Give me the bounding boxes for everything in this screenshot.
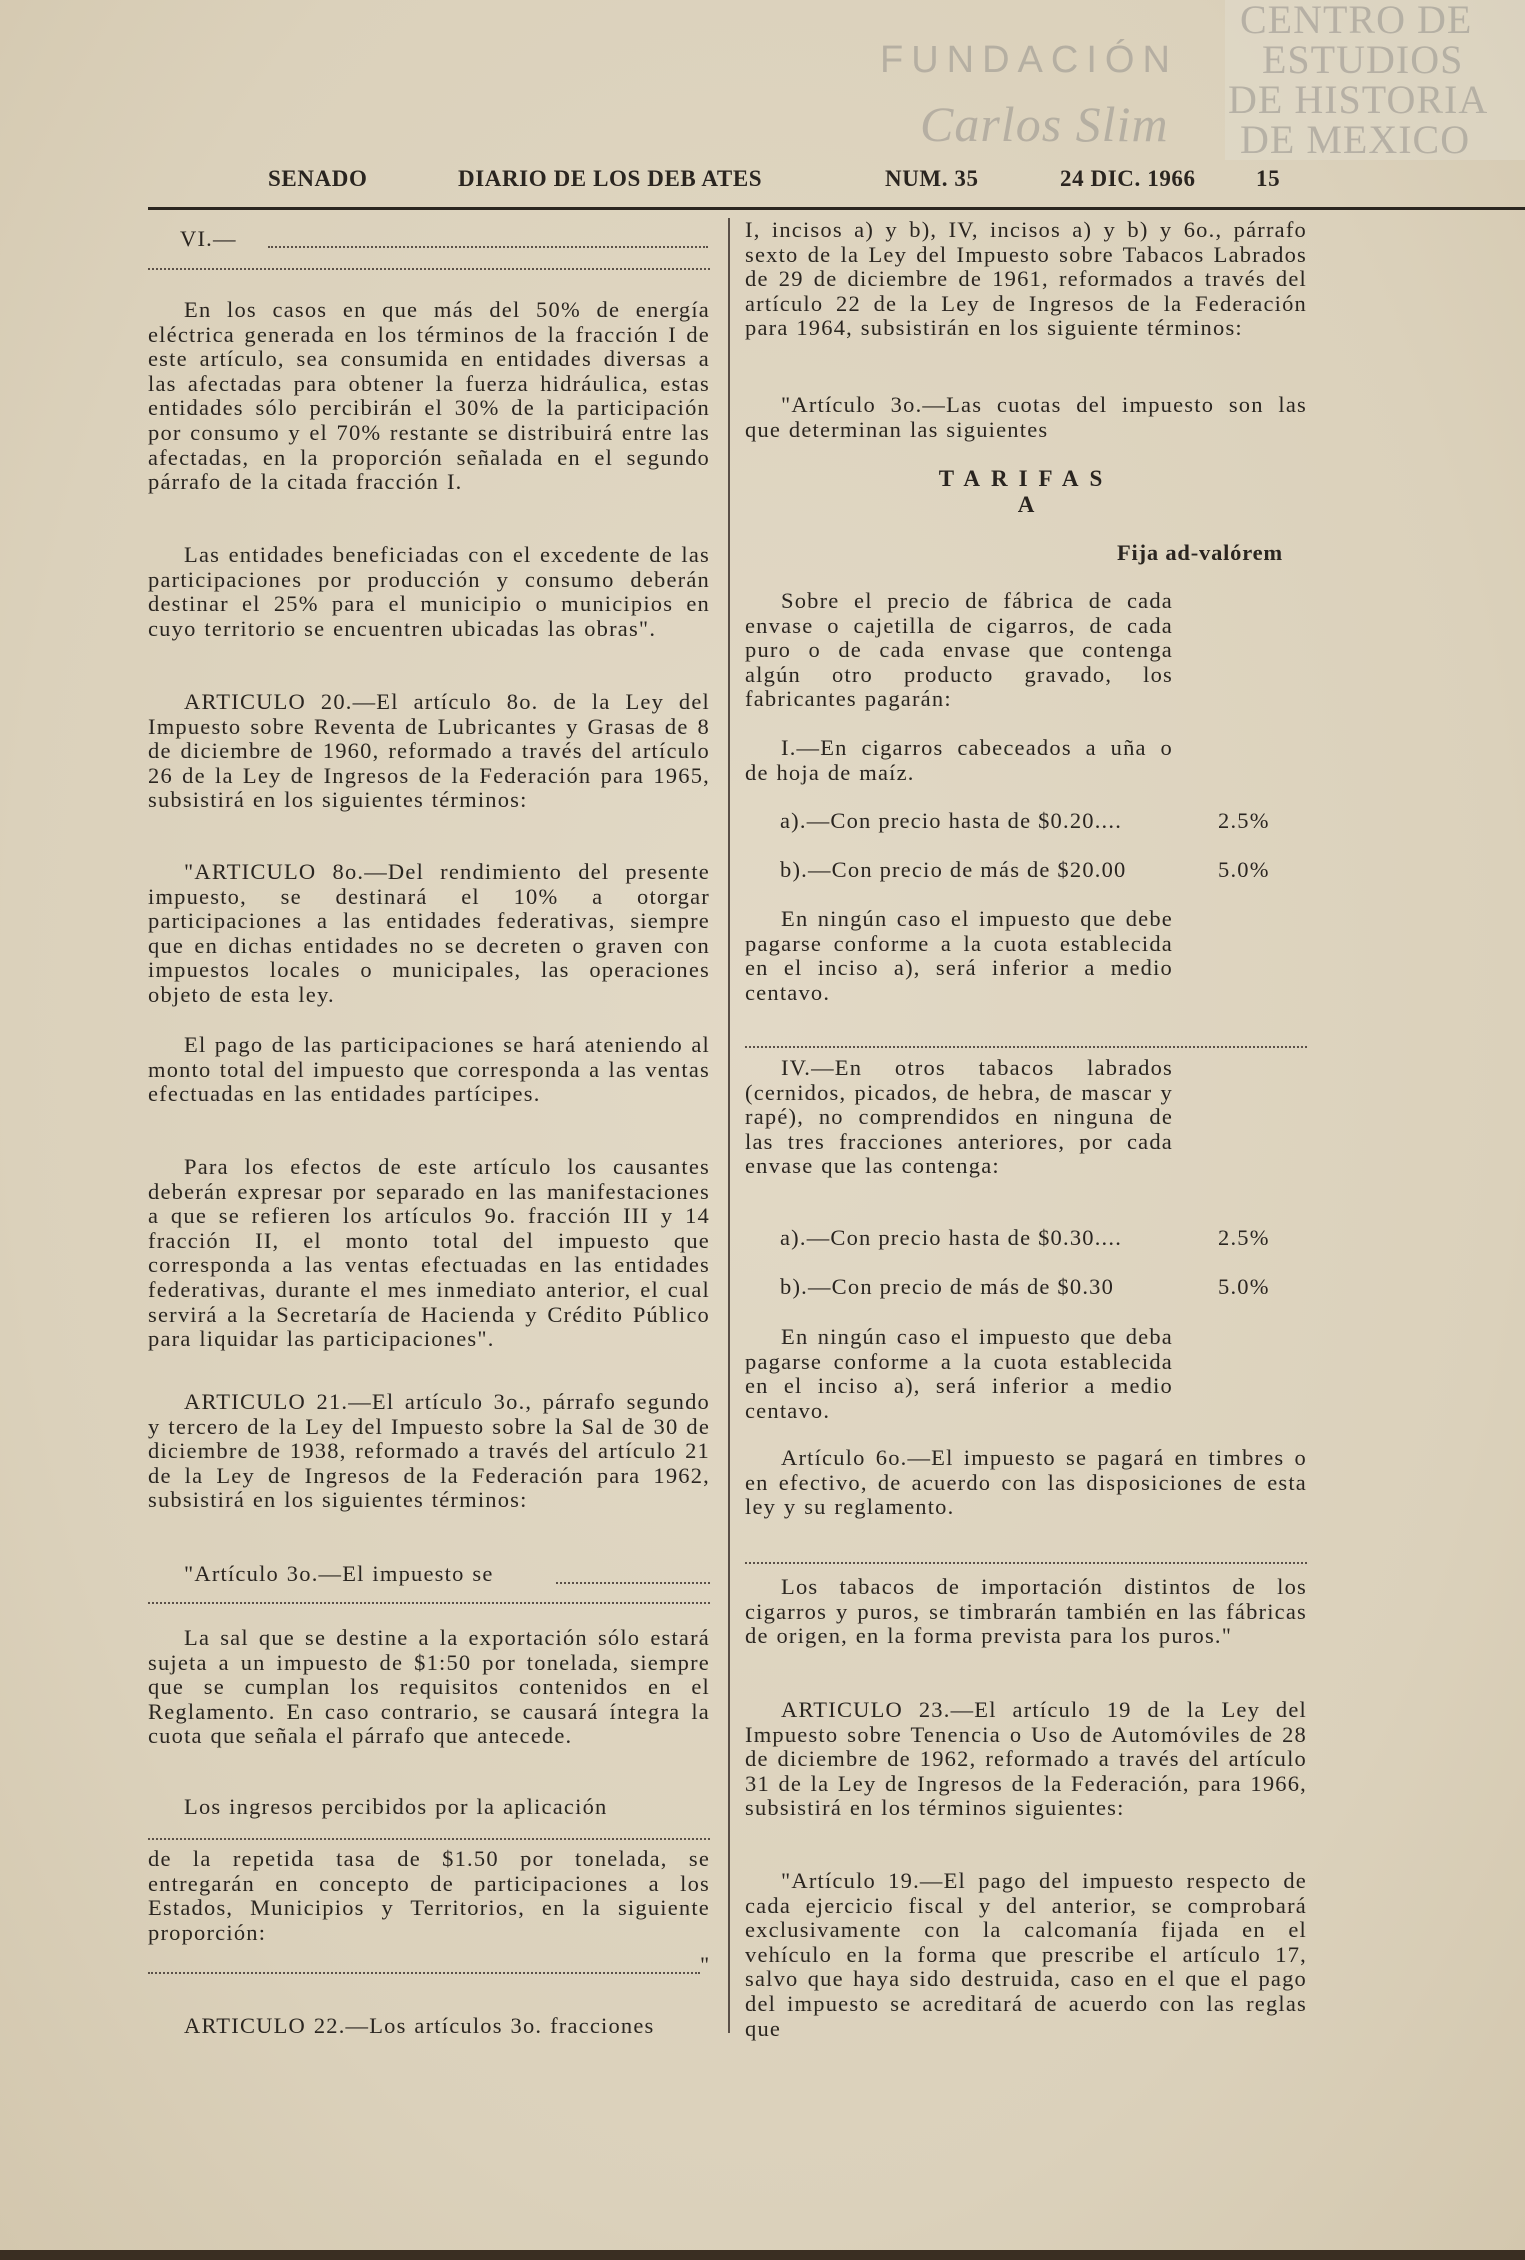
header-rule (148, 207, 1525, 210)
paragraph: Los tabacos de importación distintos de los cigarros y puros, se timbrarán también en las fábricas de origen, en la forma prevista para los puros." (745, 1574, 1307, 1649)
watermark-signature: Carlos Slim (920, 96, 1169, 152)
paragraph: El pago de las participaciones se hará ateniendo al monto total del impuesto que corresponda a las ventas efectuadas en las entidades partícipes. (148, 1032, 710, 1107)
watermark-line: DE HISTORIA (1228, 77, 1489, 122)
paragraph: En los casos en que más del 50% de energía eléctrica generada en los términos de la fracción I de este artículo, sea consumida en entidades diversas a las afectadas para obtener la fuerza hidráulica, estas entidades sólo percibirán el 30% de la participación por consumo y el 70% restante se distribuirá entre las afectadas, en la proporción señalada en el segundo párrafo de la citada fracción I. (148, 297, 710, 495)
section-vi-label: VI.— (180, 226, 237, 251)
rate-row-label: b).—Con precio de más de $20.00 (780, 857, 1127, 882)
ellipsis-line (745, 1562, 1307, 1564)
paragraph: de la repetida tasa de $1.50 por tonelada, se entregarán en concepto de participaciones a los Estados, Municipios y Territorios, en la siguiente proporción: (148, 1846, 710, 1945)
watermark-line: CENTRO DE (1240, 0, 1473, 42)
paragraph: Sobre el precio de fábrica de cada envase o cajetilla de cigarros, de cada puro o de cada envase que contenga algún otro producto gravado, los fabricantes pagarán: (745, 588, 1173, 712)
paragraph: En ningún caso el impuesto que debe pagarse conforme a la cuota establecida en el inciso a), será inferior a medio centavo. (745, 906, 1173, 1005)
paragraph: La sal que se destine a la exportación sólo estará sujeta a un impuesto de $1:50 por tonelada, siempre que se cumplan los requisitos contenidos en el Reglamento. En caso contrario, se causará íntegra la cuota que señala el párrafo que antecede. (148, 1625, 710, 1749)
closing-quote: " (700, 1952, 711, 1977)
tarifas-heading: TARIFAS (938, 466, 1114, 491)
ellipsis-line (148, 268, 710, 270)
paragraph: "ARTICULO 8o.—Del rendimiento del presente impuesto, se destinará el 10% a otorgar participaciones a las entidades federativas, siempre que en dichas entidades no se decreten o graven con impuestos locales o municipales, las operaciones objeto de esta ley. (148, 859, 710, 1007)
ellipsis-line (148, 1972, 700, 1974)
rate-row-value: 5.0% (1218, 857, 1270, 882)
rate-row-value: 2.5% (1218, 808, 1270, 833)
paragraph: I, incisos a) y b), IV, incisos a) y b) y 6o., párrafo sexto de la Ley del Impuesto sobre Tabacos Labrados de 29 de diciembre de 1961, reformados a través del artículo 22 de la Ley de Ingresos de la Federación para 1964, subsistirán en los siguiente términos: (745, 217, 1307, 341)
fija-ad-valorem-label: Fija ad-valórem (1117, 540, 1283, 565)
header-publication: DIARIO DE LOS DEB ATES (458, 166, 763, 191)
paragraph-article-22: ARTICULO 22.—Los artículos 3o. fracciones (184, 2013, 655, 2038)
paragraph: En ningún caso el impuesto que deba pagarse conforme a la cuota establecida en el inciso a), será inferior a medio centavo. (745, 1324, 1173, 1423)
paragraph-article-20: ARTICULO 20.—El artículo 8o. de la Ley del Impuesto sobre Reventa de Lubricantes y Grasas de 8 de diciembre de 1960, reformado a través del artículo 26 de la Ley de Ingresos de la Federación para 1965, subsistirá en los siguientes términos: (148, 689, 710, 813)
rate-row-label: b).—Con precio de más de $0.30 (780, 1274, 1115, 1299)
ellipsis-line (556, 1582, 710, 1584)
paragraph: "Artículo 3o.—Las cuotas del impuesto son las que determinan las siguientes (745, 392, 1307, 442)
watermark-line: DE MEXICO (1240, 117, 1471, 162)
rate-row-value: 2.5% (1218, 1225, 1270, 1250)
paragraph: Para los efectos de este artículo los causantes deberán expresar por separado en las manifestaciones a que se refieren los artículos 9o. fracción III y 14 fracción II, el monto total del impuesto que corresponda a las ventas efectuadas en las entidades federativas, durante el mes inmediato anterior, el cual servirá a la Secretaría de Hacienda y Crédito Público para liquidar las participaciones". (148, 1154, 710, 1352)
ellipsis-line (148, 1602, 710, 1604)
ellipsis-line (148, 1838, 710, 1840)
ellipsis-line (745, 1046, 1307, 1048)
column-divider (728, 218, 730, 2033)
header-date: 24 DIC. 1966 (1060, 166, 1196, 191)
ellipsis-line (268, 246, 708, 248)
paragraph: I.—En cigarros cabeceados a uña o de hoja de maíz. (745, 735, 1173, 785)
watermark-fundacion: FUNDACIÓN (880, 39, 1178, 81)
paragraph-article-23: ARTICULO 23.—El artículo 19 de la Ley del Impuesto sobre Tenencia o Uso de Automóviles de 28 de diciembre de 1962, reformado a través del artículo 31 de la Ley de Ingresos de la Federación, para 1966, subsistirá en los términos siguientes: (745, 1697, 1307, 1821)
header-chamber: SENADO (268, 166, 368, 191)
header-page-number: 15 (1256, 166, 1281, 191)
paragraph: "Artículo 3o.—El impuesto se (184, 1561, 494, 1586)
watermark-line: ESTUDIOS (1262, 37, 1464, 82)
paragraph-article-21: ARTICULO 21.—El artículo 3o., párrafo segundo y tercero de la Ley del Impuesto sobre la Sal de 30 de diciembre de 1938, reformado a través del artículo 21 de la Ley de Ingresos de la Federación para 1962, subsistirá en los siguientes términos: (148, 1389, 710, 1513)
rate-row-label: a).—Con precio hasta de $0.20.... (780, 808, 1123, 833)
tarifa-a-heading: A (1017, 492, 1035, 517)
rate-row-label: a).—Con precio hasta de $0.30.... (780, 1225, 1123, 1250)
rate-row-value: 5.0% (1218, 1274, 1270, 1299)
paragraph: Los ingresos percibidos por la aplicación (184, 1794, 608, 1819)
paragraph: "Artículo 19.—El pago del impuesto respecto de cada ejercicio fiscal y del anterior, se comprobará exclusivamente con la calcomanía fijada en el vehículo en la forma que prescribe el artículo 17, salvo que haya sido destruida, caso en el que el pago del impuesto se acreditará de acuerdo con las reglas que (745, 1868, 1307, 2041)
paragraph: Artículo 6o.—El impuesto se pagará en timbres o en efectivo, de acuerdo con las disposiciones de esta ley y su reglamento. (745, 1445, 1307, 1520)
paragraph: Las entidades beneficiadas con el excedente de las participaciones por producción y consumo deberán destinar el 25% para el municipio o municipios en cuyo territorio se encuentren ubicadas las obras". (148, 542, 710, 641)
scan-edge (0, 2250, 1525, 2260)
paragraph: IV.—En otros tabacos labrados (cernidos, picados, de hebra, de mascar y rapé), no comprendidos en ninguna de las tres fracciones anteriores, por cada envase que las contenga: (745, 1055, 1173, 1179)
header-issue: NUM. 35 (885, 166, 979, 191)
